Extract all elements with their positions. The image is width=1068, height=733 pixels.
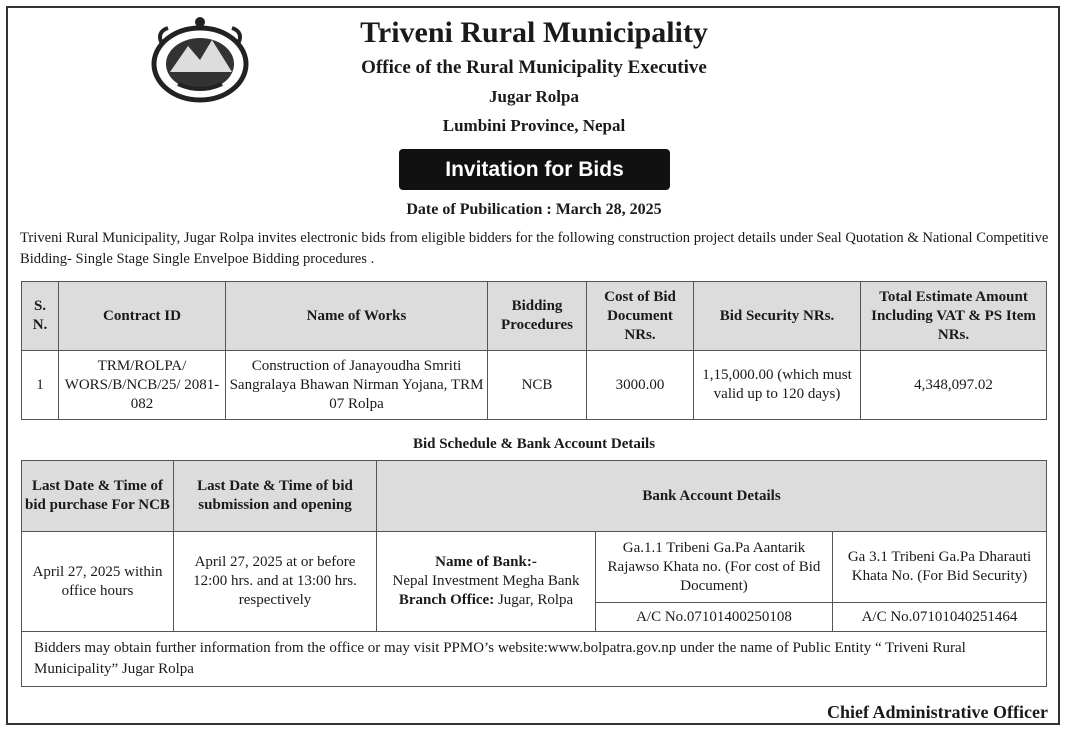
invitation-badge: Invitation for Bids [399, 149, 670, 190]
office-title: Office of the Rural Municipality Executive [361, 57, 707, 78]
cell-sn: 1 [22, 351, 59, 420]
works-table [21, 281, 1047, 420]
place-line: Jugar Rolpa [489, 87, 579, 106]
submission-date: April 27, 2025 at or before 12:00 hrs. and at 13:00 hrs. respectively [174, 532, 377, 632]
cell-name-of-works: Construction of Janayoudha Smriti Sangralaya Bhawan Nirman Yojana, TRM 07 Rolpa [226, 351, 488, 420]
col-total: Total Estimate Amount Including VAT & PS Item NRs. [861, 282, 1047, 351]
footer-row [22, 632, 1047, 687]
cell-procedure: NCB [488, 351, 587, 420]
bank-name-label: Name of Bank:- [435, 554, 537, 570]
schedule-table [21, 460, 1047, 687]
cell-cost: 3000.00 [587, 351, 694, 420]
bank-name: Nepal Investment Megha Bank [392, 573, 580, 589]
further-info: Bidders may obtain further information from the office or may visit PPMO’s website:www.bolpatra.gov.np under the name of Public Entity “ Triveni Rural Municipality” Jugar Rolpa [22, 632, 1047, 687]
schedule-header [22, 461, 1047, 532]
publication-date: Date of Pubilication : March 28, 2025 [406, 201, 662, 218]
purchase-date: April 27, 2025 within office hours [22, 532, 174, 632]
signature-title: Chief Administrative Officer [827, 702, 1048, 722]
col-purchase: Last Date & Time of bid purchase For NCB [22, 461, 174, 532]
col-cost: Cost of Bid Document NRs. [587, 282, 694, 351]
province-line: Lumbini Province, Nepal [442, 116, 626, 135]
col-security: Bid Security NRs. [694, 282, 861, 351]
col-sn: S. N. [22, 282, 59, 351]
col-contract-id: Contract ID [59, 282, 226, 351]
intro-paragraph: Triveni Rural Municipality, Jugar Rolpa invites electronic bids from eligible bidders for the following construction project details under Seal Quotation & National Competitive Bidding- Single Stage Single Envelpoe Bidding procedures . [20, 230, 1049, 267]
bank-info [377, 532, 596, 632]
col-name-of-works: Name of Works [226, 282, 488, 351]
col-bidding-procedures: Bidding Procedures [488, 282, 587, 351]
branch-label: Branch Office: [398, 592, 495, 608]
col-submission: Last Date & Time of bid submission and opening [174, 461, 377, 532]
account2-no: A/C No.07101040251464 [833, 603, 1047, 632]
account2-desc: Ga 3.1 Tribeni Ga.Pa Dharauti Khata No. (For Bid Security) [833, 532, 1047, 603]
account1-no: A/C No.07101400250108 [596, 603, 833, 632]
works-table-header [22, 282, 1047, 351]
account1-desc: Ga.1.1 Tribeni Ga.Pa Aantarik Rajawso Khata no. (For cost of Bid Document) [596, 532, 833, 603]
municipality-title: Triveni Rural Municipality [360, 16, 708, 49]
cell-contract-id: TRM/ROLPA/ WORS/B/NCB/25/ 2081-082 [59, 351, 226, 420]
col-bank: Bank Account Details [377, 461, 1047, 532]
table-row [22, 351, 1047, 420]
schedule-title: Bid Schedule & Bank Account Details [412, 436, 656, 452]
schedule-row [22, 532, 1047, 603]
cell-security: 1,15,000.00 (which must valid up to 120 days) [694, 351, 861, 420]
branch-value: Jugar, Rolpa [497, 592, 574, 608]
cell-total: 4,348,097.02 [861, 351, 1047, 420]
